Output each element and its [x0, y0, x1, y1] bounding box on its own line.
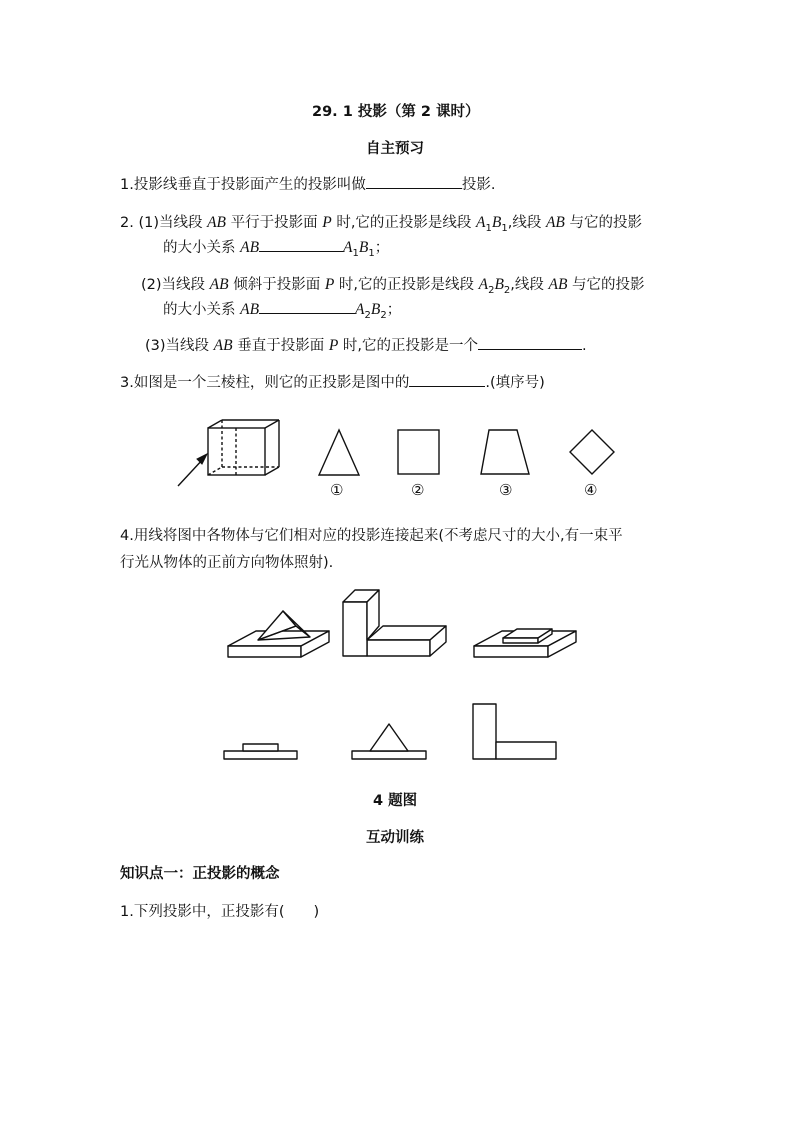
math-symbol: AB: [207, 214, 227, 231]
math-symbol: B: [370, 301, 381, 318]
subscript: 1: [485, 222, 492, 234]
section-heading-practice: 互动训练: [366, 830, 424, 846]
math-symbol: B: [358, 239, 369, 256]
math-symbol: AB: [545, 214, 565, 231]
math-symbol: AB: [240, 239, 260, 256]
text: 的大小关系: [163, 302, 241, 318]
math-symbol: AB: [240, 301, 260, 318]
question-1-suffix: 投影.: [461, 177, 496, 193]
subscript: 2: [380, 309, 387, 321]
option-label-4: ④: [584, 481, 598, 499]
text: 垂直于投影面: [232, 338, 329, 354]
math-symbol: P: [322, 214, 332, 231]
page-title: 29. 1 投影（第 2 课时）: [312, 104, 480, 120]
text: 的大小关系: [163, 240, 241, 256]
question-1-prefix: 1.投影线垂直于投影面产生的投影叫做: [120, 177, 366, 193]
text: 时,它的正投影是线段: [331, 215, 477, 231]
option-label-2: ②: [411, 481, 425, 499]
subscript: 2: [503, 284, 511, 296]
text: 与它的投影: [564, 215, 642, 231]
projection-two-rectangles: [224, 744, 297, 759]
text: 与它的投影: [567, 277, 645, 293]
text: ,线段: [507, 215, 546, 231]
text: 平行于投影面: [226, 215, 323, 231]
option-label-3: ③: [499, 481, 513, 499]
math-symbol: B: [491, 214, 502, 231]
subscript: 2: [364, 309, 371, 321]
text: (2)当线段: [141, 277, 210, 293]
text: 2. (1)当线段: [120, 215, 208, 231]
option-label-1: ①: [330, 481, 344, 499]
subscript: 1: [501, 222, 508, 234]
text: .: [582, 338, 587, 354]
text: (3)当线段: [145, 338, 214, 354]
section-heading-preview: 自主预习: [366, 141, 424, 157]
subscript: 1: [352, 247, 359, 259]
math-symbol: P: [328, 337, 339, 354]
text: 时,它的正投影是一个: [338, 338, 478, 354]
question-4-line-2: 行光从物体的正前方向物体照射).: [120, 555, 334, 571]
math-symbol: P: [324, 276, 335, 293]
text: 3.如图是一个三棱柱，则它的正投影是图中的: [120, 375, 410, 391]
math-symbol: AB: [548, 276, 568, 293]
text: 时,它的正投影是线段: [334, 277, 479, 293]
subscript: 1: [368, 247, 375, 259]
text: .(填序号): [485, 375, 545, 391]
projection-triangle-on-base: [352, 724, 426, 759]
text: ；: [386, 302, 402, 318]
projection-l-shape: [473, 704, 556, 759]
math-symbol: A: [343, 239, 353, 256]
math-symbol: A: [478, 276, 489, 293]
math-symbol: AB: [213, 337, 233, 354]
figure-caption: 4 题图: [373, 793, 418, 809]
knowledge-point-heading: 知识点一：正投影的概念: [120, 866, 280, 882]
slab-with-pyramid-object: [228, 611, 329, 657]
slab-with-small-slab-object: [474, 629, 576, 657]
math-symbol: AB: [209, 276, 229, 293]
practice-question-1: 1.下列投影中，正投影有( ): [120, 904, 320, 920]
math-symbol: B: [494, 276, 504, 293]
math-symbol: A: [476, 214, 486, 231]
l-shaped-blocks-object: [343, 590, 446, 656]
math-symbol: A: [355, 301, 365, 318]
subscript: 2: [488, 284, 495, 296]
text: 倾斜于投影面: [228, 277, 325, 293]
question-4-line-1: 4.用线将图中各物体与它们相对应的投影连接起来(不考虑尺寸的大小,有一束平: [120, 528, 623, 544]
text: ；: [374, 240, 390, 256]
text: ,线段: [510, 277, 549, 293]
